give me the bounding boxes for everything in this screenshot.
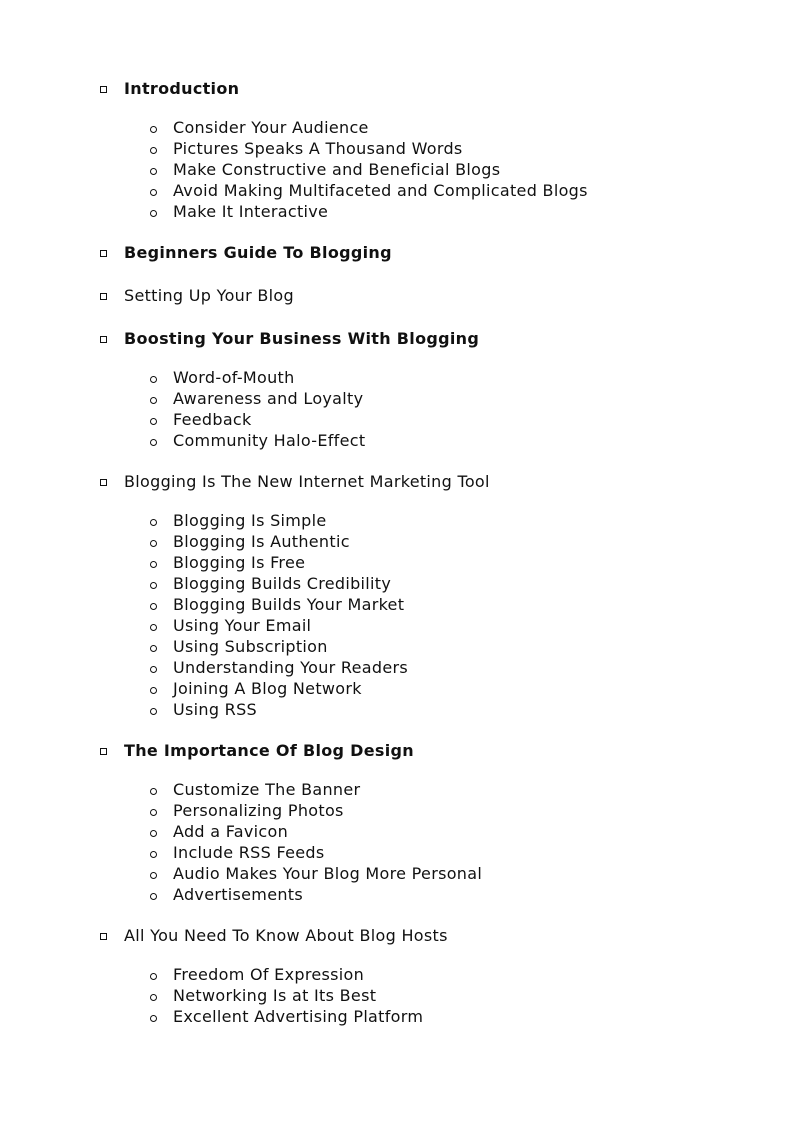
- circle-bullet-icon: [150, 376, 157, 383]
- square-bullet-icon: [100, 933, 107, 940]
- circle-bullet-icon: [150, 540, 157, 547]
- circle-bullet-icon: [150, 147, 157, 154]
- section-heading: [100, 738, 760, 762]
- square-bullet-icon: [100, 250, 107, 257]
- subtopic-label: Excellent Advertising Platform: [173, 1007, 424, 1026]
- list-item: [100, 117, 760, 138]
- list-item: [100, 430, 760, 451]
- section-title: Boosting Your Business With Blogging: [124, 328, 480, 348]
- section-title: All You Need To Know About Blog Hosts: [124, 925, 448, 945]
- circle-bullet-icon: [150, 189, 157, 196]
- circle-bullet-icon: [150, 1015, 157, 1022]
- table-of-contents: [100, 76, 760, 1045]
- circle-bullet-icon: [150, 645, 157, 652]
- subtopic-label: Understanding Your Readers: [173, 658, 408, 677]
- square-bullet-icon: [100, 86, 107, 93]
- spacer: [100, 307, 760, 326]
- list-item: [100, 821, 760, 842]
- section-title: Blogging Is The New Internet Marketing Tool: [124, 471, 490, 491]
- circle-bullet-icon: [150, 126, 157, 133]
- section-heading: [100, 240, 760, 264]
- outline-section: [100, 240, 760, 283]
- section-title: Setting Up Your Blog: [124, 285, 294, 305]
- subtopic-label: Advertisements: [173, 885, 303, 904]
- spacer: [100, 720, 760, 738]
- circle-bullet-icon: [150, 439, 157, 446]
- circle-bullet-icon: [150, 830, 157, 837]
- subtopic-label: Customize The Banner: [173, 780, 361, 799]
- list-item: [100, 594, 760, 615]
- outline-section: [100, 326, 760, 469]
- section-heading: [100, 469, 760, 493]
- section-heading: [100, 283, 760, 307]
- list-item: [100, 964, 760, 985]
- subtopic-label: Using Subscription: [173, 637, 328, 656]
- subtopic-label: Using Your Email: [173, 616, 312, 635]
- subtopic-label: Avoid Making Multifaceted and Complicated Blogs: [173, 181, 588, 200]
- list-item: [100, 138, 760, 159]
- outline-section: [100, 923, 760, 1045]
- spacer: [100, 222, 760, 240]
- circle-bullet-icon: [150, 603, 157, 610]
- square-bullet-icon: [100, 748, 107, 755]
- list-item: [100, 510, 760, 531]
- subtopic-list: [100, 117, 760, 222]
- subtopic-label: Blogging Is Free: [173, 553, 306, 572]
- subtopic-label: Audio Makes Your Blog More Personal: [173, 864, 483, 883]
- subtopic-list: [100, 964, 760, 1027]
- list-item: [100, 800, 760, 821]
- circle-bullet-icon: [150, 788, 157, 795]
- circle-bullet-icon: [150, 418, 157, 425]
- subtopic-label: Blogging Is Simple: [173, 511, 327, 530]
- outline-section: [100, 469, 760, 738]
- list-item: [100, 678, 760, 699]
- list-item: [100, 884, 760, 905]
- list-item: [100, 615, 760, 636]
- list-item: [100, 409, 760, 430]
- list-item: [100, 657, 760, 678]
- list-item: [100, 552, 760, 573]
- section-heading: [100, 76, 760, 100]
- section-heading: [100, 923, 760, 947]
- circle-bullet-icon: [150, 809, 157, 816]
- circle-bullet-icon: [150, 994, 157, 1001]
- circle-bullet-icon: [150, 519, 157, 526]
- list-item: [100, 180, 760, 201]
- subtopic-label: Add a Favicon: [173, 822, 289, 841]
- subtopic-label: Freedom Of Expression: [173, 965, 365, 984]
- list-item: [100, 159, 760, 180]
- spacer: [100, 451, 760, 469]
- section-title: The Importance Of Blog Design: [124, 740, 414, 760]
- subtopic-label: Awareness and Loyalty: [173, 389, 364, 408]
- subtopic-label: Community Halo-Effect: [173, 431, 366, 450]
- subtopic-label: Joining A Blog Network: [173, 679, 362, 698]
- subtopic-label: Using RSS: [173, 700, 258, 719]
- list-item: [100, 636, 760, 657]
- subtopic-list: [100, 510, 760, 720]
- list-item: [100, 388, 760, 409]
- subtopic-label: Personalizing Photos: [173, 801, 344, 820]
- square-bullet-icon: [100, 479, 107, 486]
- list-item: [100, 367, 760, 388]
- outline-section: [100, 283, 760, 326]
- circle-bullet-icon: [150, 872, 157, 879]
- outline-section: [100, 738, 760, 923]
- spacer: [100, 1027, 760, 1045]
- circle-bullet-icon: [150, 708, 157, 715]
- circle-bullet-icon: [150, 397, 157, 404]
- circle-bullet-icon: [150, 851, 157, 858]
- outline-section: [100, 76, 760, 240]
- spacer: [100, 905, 760, 923]
- section-heading: [100, 326, 760, 350]
- list-item: [100, 573, 760, 594]
- list-item: [100, 699, 760, 720]
- circle-bullet-icon: [150, 210, 157, 217]
- subtopic-label: Consider Your Audience: [173, 118, 369, 137]
- circle-bullet-icon: [150, 168, 157, 175]
- list-item: [100, 985, 760, 1006]
- subtopic-label: Include RSS Feeds: [173, 843, 325, 862]
- circle-bullet-icon: [150, 561, 157, 568]
- circle-bullet-icon: [150, 687, 157, 694]
- subtopic-label: Word-of-Mouth: [173, 368, 295, 387]
- subtopic-label: Make Constructive and Beneficial Blogs: [173, 160, 501, 179]
- circle-bullet-icon: [150, 973, 157, 980]
- square-bullet-icon: [100, 336, 107, 343]
- subtopic-label: Blogging Builds Credibility: [173, 574, 392, 593]
- list-item: [100, 201, 760, 222]
- subtopic-label: Networking Is at Its Best: [173, 986, 377, 1005]
- spacer: [100, 264, 760, 283]
- subtopic-label: Feedback: [173, 410, 252, 429]
- list-item: [100, 863, 760, 884]
- subtopic-list: [100, 779, 760, 905]
- circle-bullet-icon: [150, 893, 157, 900]
- circle-bullet-icon: [150, 582, 157, 589]
- subtopic-label: Blogging Is Authentic: [173, 532, 350, 551]
- subtopic-label: Make It Interactive: [173, 202, 329, 221]
- section-title: Introduction: [124, 78, 240, 98]
- list-item: [100, 842, 760, 863]
- subtopic-label: Blogging Builds Your Market: [173, 595, 405, 614]
- subtopic-label: Pictures Speaks A Thousand Words: [173, 139, 463, 158]
- subtopic-list: [100, 367, 760, 451]
- list-item: [100, 779, 760, 800]
- circle-bullet-icon: [150, 624, 157, 631]
- square-bullet-icon: [100, 293, 107, 300]
- section-title: Beginners Guide To Blogging: [124, 242, 392, 262]
- list-item: [100, 1006, 760, 1027]
- list-item: [100, 531, 760, 552]
- circle-bullet-icon: [150, 666, 157, 673]
